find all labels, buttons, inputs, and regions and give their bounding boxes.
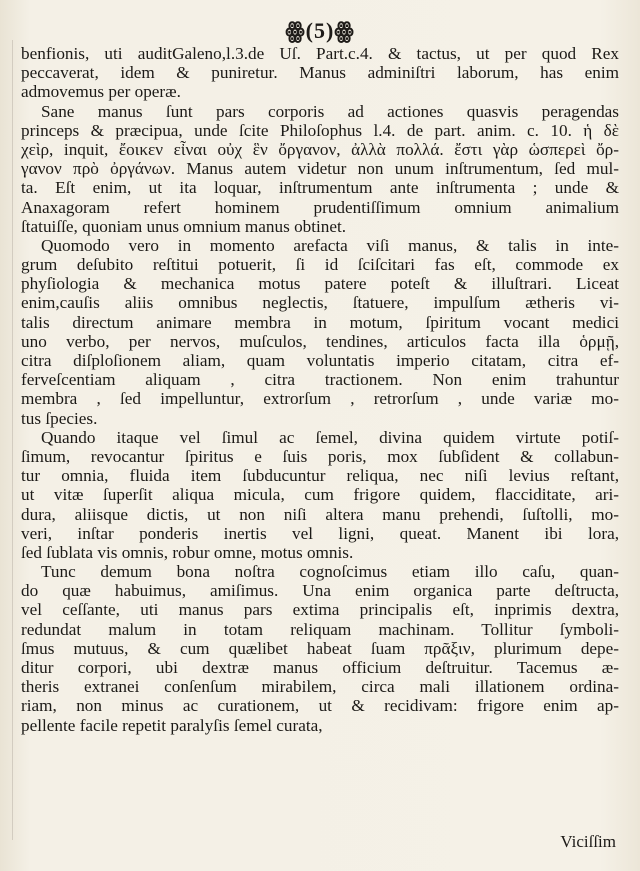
text-line: riam, non minus ac curationem, ut & recidivam: frigore enim ap- bbox=[21, 696, 619, 716]
text-line: peccaverat, idem & puniretur. Manus adminiſtri laborum, has enim bbox=[21, 63, 619, 83]
text-line: benfionis, uti auditGaleno,l.3.de Uſ. Part.c.4. & tactus, ut per quod Rex bbox=[21, 44, 619, 63]
text-line: ſmus mutuus, & cum quælibet habeat ſuam πρᾶξιν, plurimum depe- bbox=[21, 638, 619, 658]
text-line: admovemus per operæ. bbox=[21, 82, 181, 102]
text-line: vel ceſſante, uti manus pars extima principalis eſt, inprimis dextra, bbox=[21, 600, 619, 620]
text-line: γανον πρὸ ὀργάνων. Manus autem videtur non unum inſtrumentum, ſed mul- bbox=[21, 159, 619, 179]
text-line: χεὶρ, inquit, ἔοικεν εἶναι οὐχ ἓν ὄργανον, ἀλλὰ πολλά. ἔστι γὰρ ὡσπερεὶ ὄρ- bbox=[21, 139, 619, 159]
text-line: ta. Eſt enim, ut ita loquar, inſtrumentum ante inſtrumenta ; unde & bbox=[21, 178, 619, 198]
text-line: ut vitæ ſuperſit aliqua micula, cum frigore quidem, flacciditate, ari- bbox=[21, 485, 619, 505]
text-line: Sane manus ſunt pars corporis ad actiones quasvis peragendas bbox=[41, 101, 619, 121]
text-line: do quæ habuimus, amiſimus. Una enim organica parte deſtructa, bbox=[21, 581, 619, 601]
text-line: redundat malum in totam reliquam machinam. Tollitur ſymboli- bbox=[21, 619, 619, 639]
text-line: Quando itaque vel ſimul ac ſemel, divina quidem virtute potiſ- bbox=[41, 427, 619, 447]
text-line: Anaxagoram refert hominem prudentiſſimum omnium animalium bbox=[21, 197, 619, 217]
text-line: ferveſcentiam aliquam , citra tractionem. Non enim trahuntur bbox=[21, 370, 619, 390]
page-header bbox=[0, 18, 640, 44]
text-line: dura, aliisque dictis, ut non niſi altera manu prehendi, ſuſtolli, mo- bbox=[21, 504, 619, 524]
text-line: ſtatuiſſe, quoniam unus omnium manus obtinet. bbox=[21, 216, 347, 236]
page-number-ornament: ꙮ(5)ꙮ bbox=[285, 18, 355, 43]
text-line: ſed ſublata vis omnis, robur omne, motus omnis. bbox=[21, 542, 354, 562]
text-line: enim,cauſis aliis omnibus neglectis, ſtatuere, impulſum ætheris vi- bbox=[21, 293, 619, 313]
text-line: membra , ſed impelluntur, extrorſum , retrorſum , unde variæ mo- bbox=[21, 389, 619, 409]
text-line: tus ſpecies. bbox=[21, 408, 98, 428]
text-line: citra diſploſionem aliam, quam voluntatis imperio citatam, citra ef- bbox=[21, 351, 619, 370]
text-line: grum deſubito reſtitui potuerit, ſi id ſciſcitari fas eſt, commode ex bbox=[21, 255, 619, 275]
page-body-text bbox=[21, 44, 619, 735]
text-line: pellente facile repetit paralyſis ſemel curata, bbox=[21, 715, 323, 735]
text-line: Quomodo vero in momento arefacta viſi manus, & talis in inte- bbox=[41, 235, 619, 255]
text-line: ſimum, revocantur ſpiritus e ſuis poris, mox ſubſident & collabun- bbox=[21, 446, 619, 466]
catchword: Viciſſim bbox=[560, 832, 616, 851]
text-line: ditur corpori, ubi dextræ manus officium deſtruitur. Tacemus æ- bbox=[21, 658, 619, 677]
text-line: theris extranei conſenſum mirabilem, circa mali illationem ordina- bbox=[21, 677, 619, 697]
gutter-shadow bbox=[12, 40, 13, 840]
text-line: Tunc demum bona noſtra cognoſcimus etiam illo caſu, quan- bbox=[41, 562, 619, 582]
text-line: veri, inſtar ponderis inertis vel ligni, queat. Manent ibi lora, bbox=[21, 523, 619, 543]
text-line: tur omnia, fluida item ſubducuntur reliqua, nec niſi levius reſtant, bbox=[21, 466, 619, 486]
text-line: phyſiologia & mechanica motus patere poteſt & illuſtrari. Liceat bbox=[21, 274, 619, 294]
text-line: uno verbo, per nervos, muſculos, tendines, articulos facta illa ὁρμῇ, bbox=[21, 331, 619, 351]
text-line: princeps & præcipua, unde ſcite Philoſophus l.4. de part. anim. c. 10. ἡ δὲ bbox=[21, 120, 619, 140]
text-line: talis directum animare membra in motum, ſpiritum vocant medici bbox=[21, 312, 619, 332]
